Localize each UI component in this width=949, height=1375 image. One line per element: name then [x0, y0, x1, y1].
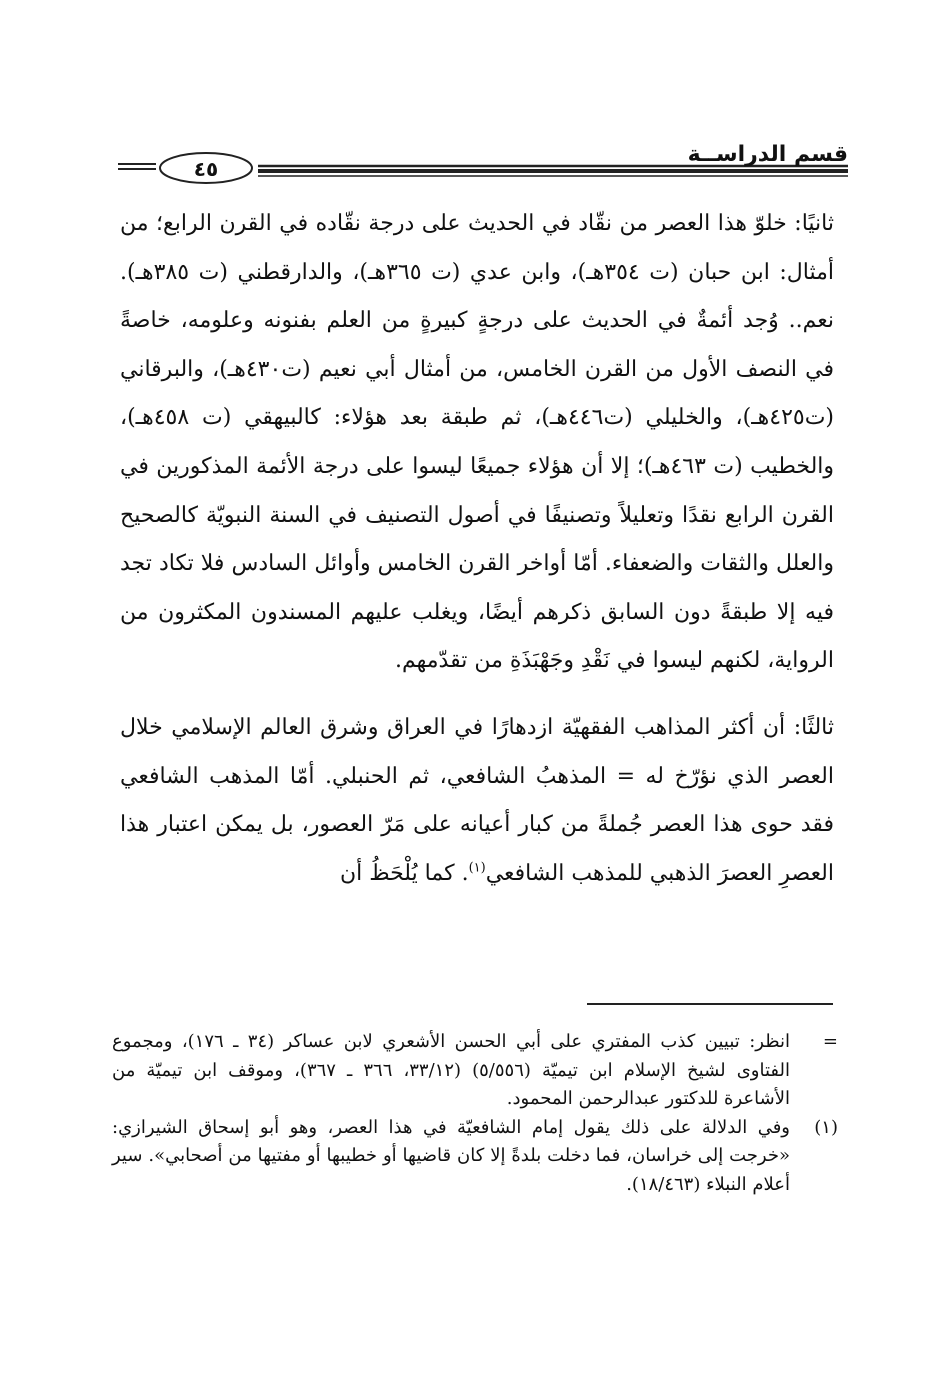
main-text — [120, 200, 834, 898]
section-title: قسم الدراســة — [687, 142, 848, 167]
footnote-marker: (١) — [814, 1116, 838, 1138]
paragraph-1: ثانيًا: خلوّ هذا العصر من نقّاد في الحديث على درجة نقّاده في القرن الرابع؛ من أمثال: ابن حبان (ت ٣٥٤هـ)، وابن عدي (ت ٣٦٥هـ)، والدارقطني (ت ٣٨٥هـ). نعم.. وُجد أئمةٌ في الحديث على درجةٍ كبيرةٍ من العلم بفنونه وعلومه، خاصةً في النصف الأول من القرن الخامس، من أمثال أبي نعيم (ت٤٣٠هـ)، والبرقاني (ت٤٢٥هـ)، والخليلي (ت٤٤٦هـ)، ثم طبقة بعد هؤلاء: كالبيهقي (ت ٤٥٨هـ)، والخطيب (ت ٤٦٣هـ)؛ إلا أن هؤلاء جميعًا ليسوا على درجة الأئمة المذكورين في القرن الرابع نقدًا وتعليلاً وتصنيفًا في أصول التصنيف في السنة النبويّة كالصحيح والعلل والثقات والضعفاء. أمّا أواخر القرن الخامس وأوائل السادس فلا تكاد تجد فيه إلا طبقةً دون السابق ذكرهم أيضًا، ويغلب عليهم المسندون المكثرون من الرواية، لكنهم ليسوا في نَقْدِ وجَهْبَذَةِ من تقدّمهم. — [120, 211, 835, 674]
footnote-text: وفي الدلالة على ذلك يقول إمام الشافعيّة في هذا العصر، وهو أبو إسحاق الشيرازي: «خرجت إلى خراسان، فما دخلت بلدةً إلا كان قاضيها أو خطيبها أو مفتيها من أصحابي». سير أعلام النبلاء (١٨/٤٦٣). — [112, 1116, 790, 1195]
footnote-marker: = — [822, 1031, 838, 1052]
footnote-continued — [112, 1028, 838, 1114]
page-number: ٤٥ — [193, 157, 219, 181]
footnote-separator — [587, 1003, 833, 1005]
footnote-1 — [112, 1114, 838, 1200]
footnotes — [112, 1028, 838, 1199]
page-header — [112, 140, 848, 190]
footnote-reference-1: (١) — [468, 860, 486, 876]
paragraph-2 — [120, 704, 834, 898]
footnote-text: انظر: تبيين كذب المفتري على أبي الحسن الأشعري لابن عساكر (٣٤ ـ ١٧٦)، ومجموع الفتاوى لشيخ الإسلام ابن تيميّة (٥/٥٥٦) (٣٣/١٢، ٣٦٦ ـ ٣٦٧)، وموقف ابن تيميّة من الأشاعرة للدكتور عبدالرحمن المحمود. — [112, 1031, 790, 1109]
paragraph-2-end: . كما يُلْحَظُ أن — [339, 860, 469, 886]
paragraph-2-text: ثالثًا: أن أكثر المذاهب الفقهيّة ازدهارًا في العراق وشرق العالم الإسلامي خلال العصر الذي نؤرّخ له = المذهبُ الشافعي، ثم الحنبلي. أمّا المذهب الشافعي فقد حوى هذا العصر جُملةً من كبار أعيانه على مَرّ العصور، بل يمكن اعتبار هذا العصرِ العصرَ الذهبي للمذهب الشافعي — [120, 714, 834, 886]
